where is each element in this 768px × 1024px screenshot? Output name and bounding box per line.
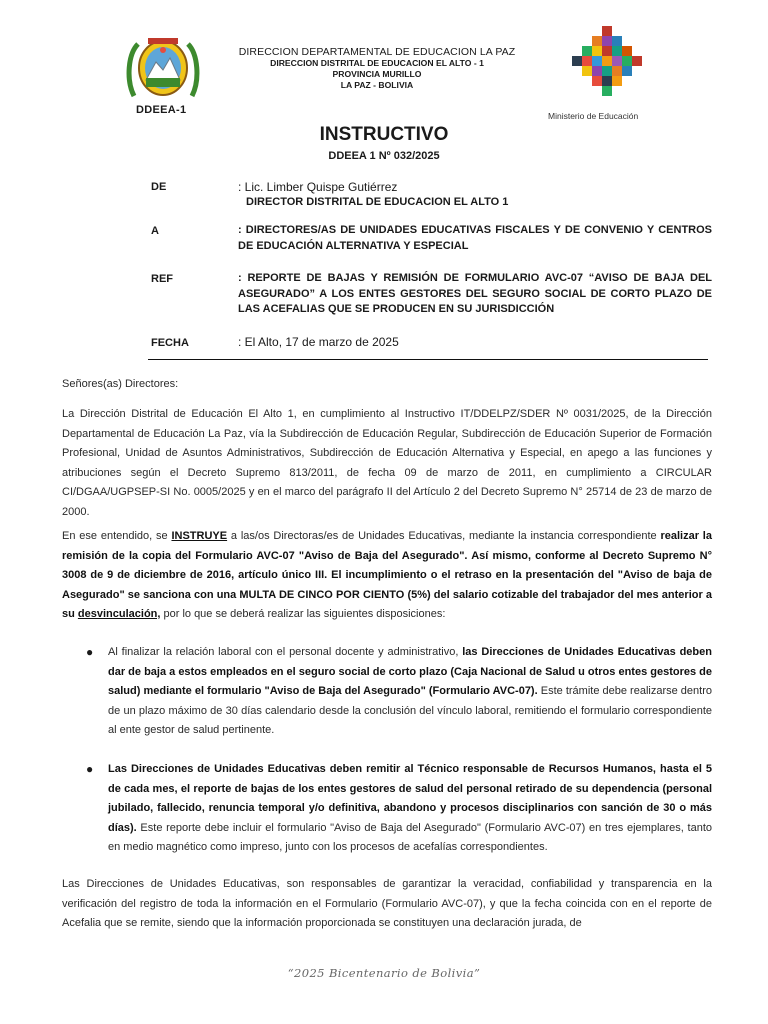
salutation: Señores(as) Directores:	[62, 378, 179, 390]
b1-text-a: Al finalizar la relación laboral con el personal docente y administrativo,	[108, 646, 463, 658]
b1-text-c: Este trámite debe realizarse dentro de un plazo máximo de 30 días calendario desde la conclusión del vínculo laboral, remitiendo el formulario correspondiente al ente gestor de salud pertinente.	[108, 685, 712, 736]
field-ref-value: : REPORTE DE BAJAS Y REMISIÓN DE FORMULARIO AVC-07 “AVISO DE BAJA DEL ASEGURADO” A LOS ENTES GESTORES DEL SEGURO SOCIAL DE CORTO PLAZO DE LAS ACEFALIAS QUE SE PRODUCEN EN SU JURISDICCIÓN	[238, 272, 712, 315]
b1-bold: las Direcciones de Unidades Educativas deben dar de baja a estos empleados en el seguro social de corto plazo (Caja Nacional de Salud u otros entes gestores de salud) mediante el formulario "Aviso de Baja del Asegurado" (Formulario AVC-07).	[108, 646, 712, 697]
ministry-label: Ministerio de Educación	[548, 111, 639, 121]
header-divider	[148, 359, 708, 360]
district-crest-icon	[126, 36, 200, 102]
paragraph-2	[62, 527, 712, 625]
p2-text-a: En ese entendido, se	[62, 530, 172, 542]
b2-bold: Las Direcciones de Unidades Educativas deben remitir al Técnico responsable de Recursos Humanos, hasta el 5 de cada mes, el reporte de bajas de los entes gestores de salud del personal retirado de su dependencia (personal jubilado, fallecido, renuncia temporal y/o definitiva, abandono y procesos disciplinarios con sanción de 30 o más días).	[108, 763, 712, 834]
field-fecha-key: FECHA	[151, 337, 189, 349]
header-line-1: DIRECCION DEPARTAMENTAL DE EDUCACION LA PAZ	[238, 46, 516, 58]
header-line-3: PROVINCIA MURILLO	[332, 69, 422, 79]
bullet-1-icon: ●	[86, 645, 94, 659]
bullet-1-text	[108, 643, 712, 741]
field-de-role: DIRECTOR DISTRITAL DE EDUCACION EL ALTO 1	[246, 196, 509, 208]
ministry-logo-icon	[566, 24, 652, 104]
p2-bold-1: realizar la remisión de la copia del Formulario AVC-07 "Aviso de Baja del Asegurado". Así mismo, conforme al Decreto Supremo N° 3008 de 9 de diciembre de 2016, artículo único III. El incumplimiento o el retraso en la presentación del "Aviso de baja de Asegurado" se sanciona con una MULTA DE CINCO POR CIENTO (5%) del salario cotizable del trabajador del mes anterior a su	[62, 530, 712, 620]
header-line-2: DIRECCION DISTRITAL DE EDUCACION EL ALTO - 1	[270, 58, 484, 68]
bullet-2-icon: ●	[86, 762, 94, 776]
field-de-name: : Lic. Limber Quispe Gutiérrez	[238, 180, 398, 194]
field-fecha-value: : El Alto, 17 de marzo de 2025	[238, 335, 399, 349]
p2-text-c: por lo que se deberá realizar las siguientes disposiciones:	[160, 608, 446, 620]
footer-motto: “2025 Bicentenario de Bolivia”	[287, 966, 481, 980]
institution-header	[222, 46, 532, 91]
p2-text-b: a las/os Directoras/es de Unidades Educativas, mediante la instancia correspondiente	[227, 530, 661, 542]
b2-text-c: Este reporte debe incluir el formulario "Aviso de Baja del Asegurado" (Formulario AVC-07) en tres ejemplares, tanto en medio magnético como impreso, junto con los procesos de acefalías correspondientes.	[108, 821, 712, 853]
crest-label: DDEEA-1	[136, 104, 187, 116]
field-a-value: : DIRECTORES/AS DE UNIDADES EDUCATIVAS FISCALES Y DE CONVENIO Y CENTROS DE EDUCACIÓN ALTERNATIVA Y ESPECIAL	[238, 224, 712, 252]
field-de-key: DE	[151, 181, 167, 193]
bullet-2-text	[108, 760, 712, 858]
p2-desvinculacion: desvinculación,	[77, 608, 161, 620]
paragraph-3: Las Direcciones de Unidades Educativas, son responsables de garantizar la veracidad, confiabilidad y transparencia en la verificación del registro de toda la información en el Formulario (Formulario AVC-07), y que la fecha coincida con en el reporte de Acefalia que se remite, siendo que la información proporcionada se constituyen una declaración jurada, de	[62, 878, 712, 929]
paragraph-1: La Dirección Distrital de Educación El Alto 1, en cumplimiento al Instructivo IT/DDELPZ/SDER Nº 0031/2025, de la Dirección Departamental de Educación La Paz, vía la Subdirección de Educación Regular, Subdirección de Educación Superior de Formación Profesional, Unidad de Asuntos Administrativos, Subdirección de Educación Alternativa y Especial, en apego a las funciones y atribuciones según el Decreto Supremo 813/2011, de fecha 09 de marzo de 2011, en cumplimiento a CIRCULAR CI/DGAA/UGPSEP-SI No. 0005/2025 y en el marco del parágrafo II del Artículo 2 del Decreto Supremo N° 25714 de 23 de marzo de 2000.	[62, 408, 712, 518]
p2-instruye: INSTRUYE	[171, 530, 228, 542]
document-title: INSTRUCTIVO	[319, 124, 449, 145]
field-ref-key: REF	[151, 273, 173, 285]
field-a-key: A	[151, 225, 159, 237]
header-line-4: LA PAZ - BOLIVIA	[340, 80, 414, 90]
document-number: DDEEA 1 Nº 032/2025	[328, 150, 440, 162]
